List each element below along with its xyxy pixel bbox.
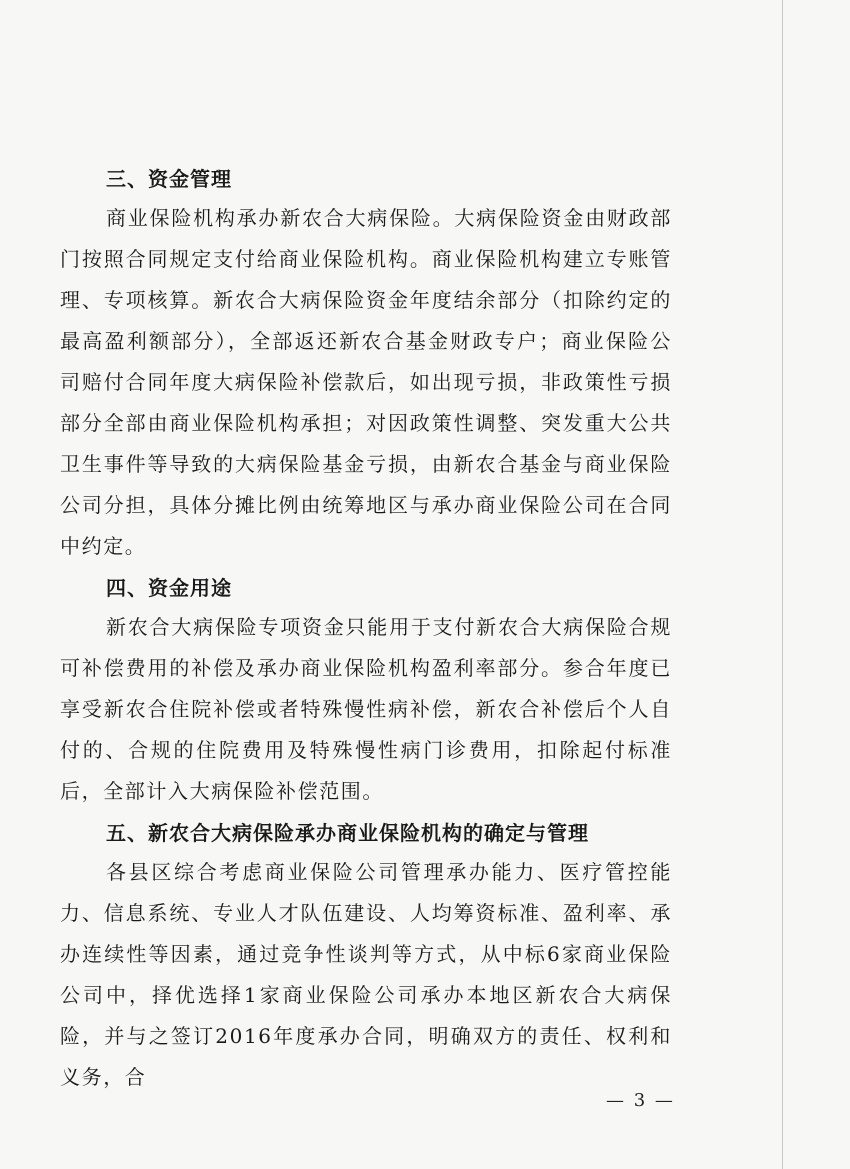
page-number: — 3 — bbox=[606, 1090, 675, 1111]
section-paragraph-funds-usage: 新农合大病保险专项资金只能用于支付新农合大病保险合规可补偿费用的补偿及承办商业保险机构盈利率部分。参合年度已享受新农合住院补偿或者特殊慢性病补偿，新农合补偿后个人自付的、合规的住院费用及特殊慢性病门诊费用，扣除起付标准后，全部计入大病保险补偿范围。 bbox=[60, 615, 672, 803]
section-heading-insurer-selection: 五、新农合大病保险承办商业保险机构的确定与管理 bbox=[106, 821, 589, 845]
document-body bbox=[60, 160, 672, 1098]
page-edge-line bbox=[782, 0, 783, 1169]
section-paragraph-funds-management: 商业保险机构承办新农合大病保险。大病保险资金由财政部门按照合同规定支付给商业保险机构。商业保险机构建立专账管理、专项核算。新农合大病保险资金年度结余部分（扣除约定的最高盈利额部分），全部返还新农合基金财政专户；商业保险公司赔付合同年度大病保险补偿款后，如出现亏损，非政策性亏损部分全部由商业保险机构承担；对因政策性调整、突发重大公共卫生事件等导致的大病保险基金亏损，由新农合基金与商业保险公司分担，具体分摊比例由统筹地区与承办商业保险公司在合同中约定。 bbox=[60, 206, 672, 558]
section-heading-funds-management: 三、资金管理 bbox=[106, 167, 232, 191]
section-heading-funds-usage: 四、资金用途 bbox=[106, 576, 232, 600]
section-paragraph-insurer-selection: 各县区综合考虑商业保险公司管理承办能力、医疗管控能力、信息系统、专业人才队伍建设、人均筹资标准、盈利率、承办连续性等因素，通过竞争性谈判等方式，从中标6家商业保险公司中，择优选择1家商业保险公司承办本地区新农合大病保险，并与之签订2016年度承办合同，明确双方的责任、权利和义务，合 bbox=[60, 860, 672, 1089]
